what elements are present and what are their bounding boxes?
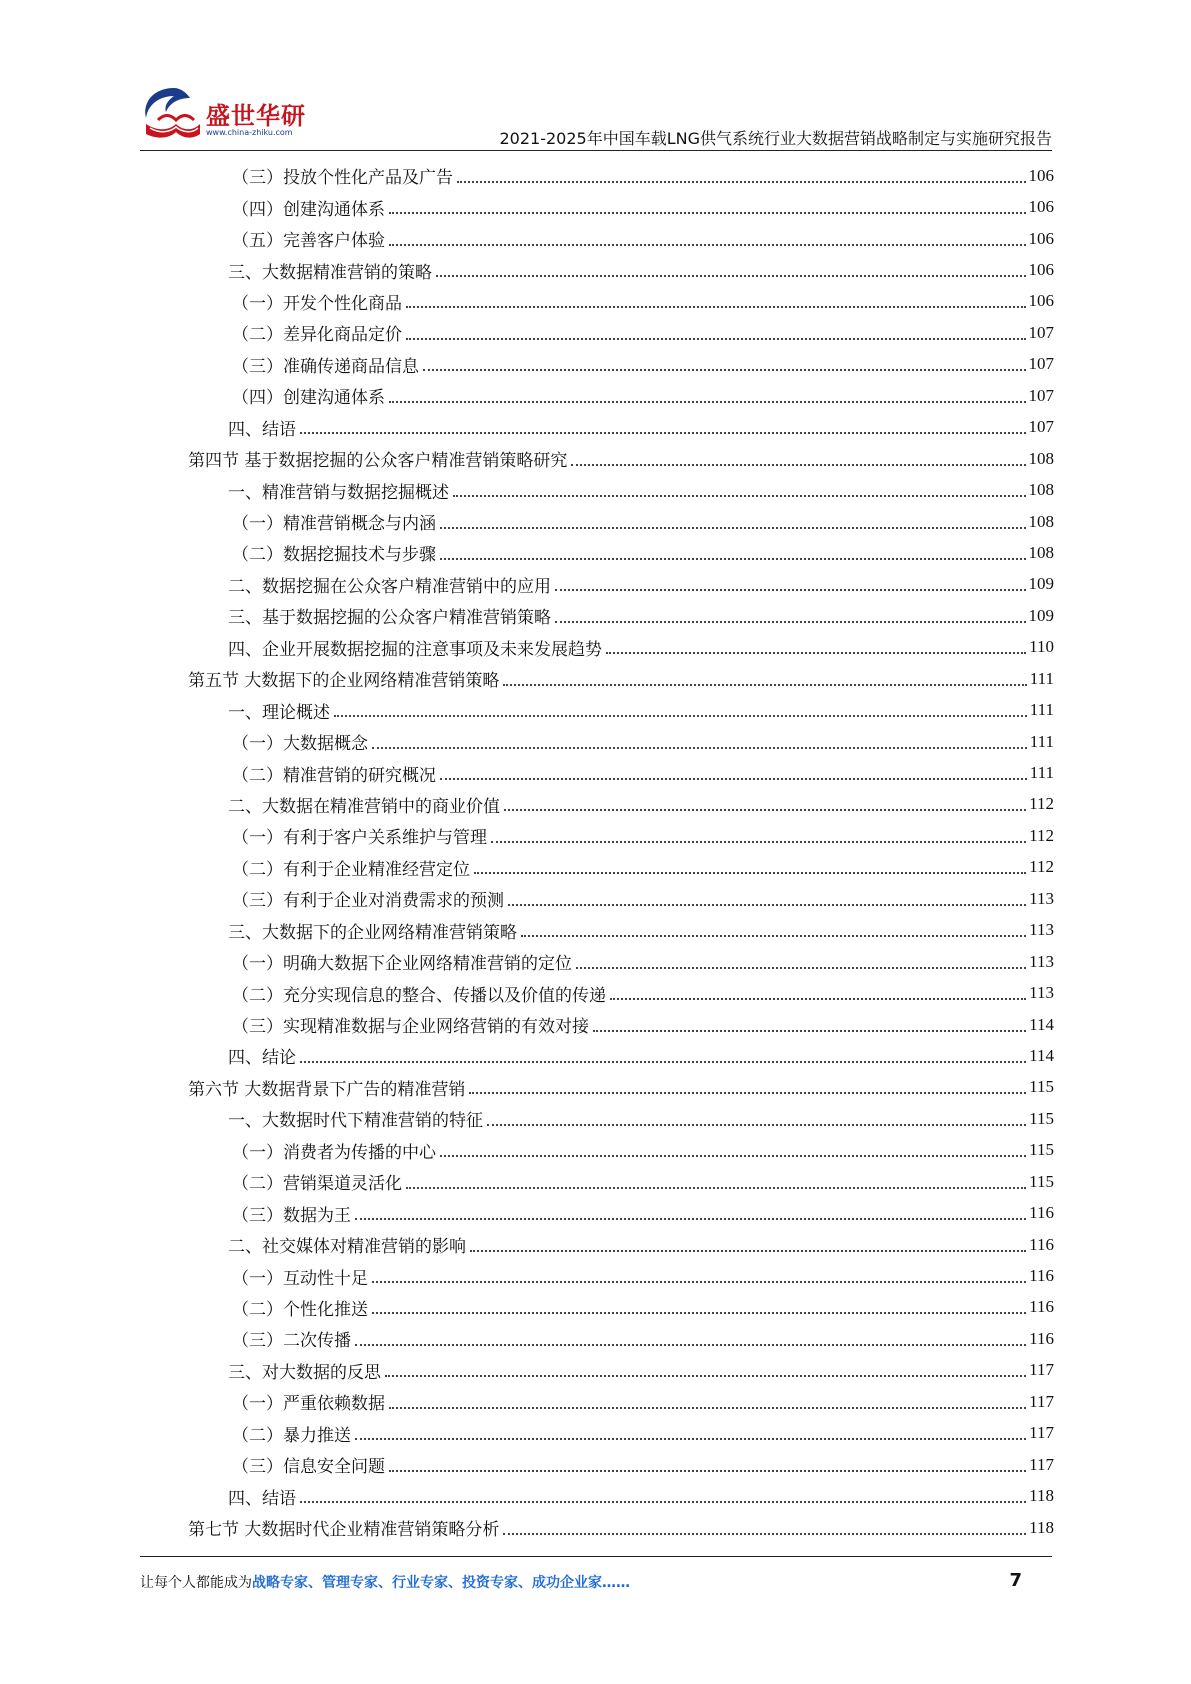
- toc-entry-page: 113: [1029, 888, 1054, 908]
- footer-slogan-highlight: 战略专家、管理专家、行业专家、投资专家、成功企业家……: [252, 1575, 630, 1591]
- toc-entry[interactable]: [188, 726, 1054, 757]
- toc-leader-dots: [503, 1533, 1026, 1535]
- toc-leader-dots: [406, 338, 1026, 340]
- toc-entry[interactable]: [188, 1103, 1054, 1134]
- toc-entry-page: 118: [1029, 1486, 1054, 1506]
- toc-leader-dots: [487, 1124, 1026, 1126]
- toc-entry-page: 106: [1028, 260, 1054, 280]
- toc-entry[interactable]: [188, 883, 1054, 914]
- toc-leader-dots: [389, 212, 1026, 214]
- toc-leader-dots: [453, 495, 1026, 497]
- toc-leader-dots: [300, 432, 1026, 434]
- toc-entry-page: 108: [1028, 480, 1054, 500]
- toc-entry[interactable]: [188, 1418, 1054, 1449]
- toc-leader-dots: [503, 684, 1026, 686]
- toc-entry-label: （一）有利于客户关系维护与管理: [188, 823, 489, 848]
- toc-entry-page: 107: [1028, 385, 1054, 405]
- report-title: 2021-2025年中国车载LNG供气系统行业大数据营销战略制定与实施研究报告: [499, 129, 1052, 148]
- toc-leader-dots: [423, 369, 1026, 371]
- toc-entry-label: 三、对大数据的反思: [188, 1358, 383, 1383]
- toc-leader-dots: [300, 1061, 1026, 1063]
- toc-entry[interactable]: [188, 632, 1054, 663]
- toc-entry-label: 二、大数据在精准营销中的商业价值: [188, 792, 502, 817]
- toc-leader-dots: [610, 998, 1026, 1000]
- toc-entry-label: （一）消费者为传播的中心: [188, 1138, 438, 1163]
- toc-entry-label: （二）精准营销的研究概况: [188, 761, 438, 786]
- toc-entry-page: 108: [1028, 448, 1054, 468]
- toc-entry-label: 四、结论: [188, 1043, 298, 1068]
- toc-entry[interactable]: [188, 160, 1054, 191]
- toc-entry-page: 117: [1029, 1360, 1054, 1380]
- toc-entry-label: （一）严重依赖数据: [188, 1389, 387, 1414]
- toc-entry-page: 107: [1028, 354, 1054, 374]
- toc-leader-dots: [491, 841, 1026, 843]
- toc-entry[interactable]: [188, 1229, 1054, 1260]
- toc-entry[interactable]: [188, 946, 1054, 977]
- toc-entry-page: 109: [1028, 574, 1054, 594]
- toc-entry[interactable]: [188, 317, 1054, 348]
- toc-leader-dots: [300, 1501, 1026, 1503]
- page-footer: [140, 1572, 1052, 1600]
- toc-leader-dots: [372, 1312, 1026, 1314]
- toc-leader-dots: [606, 652, 1026, 654]
- toc-leader-dots: [470, 1250, 1026, 1252]
- toc-entry-label: 第五节 大数据下的企业网络精准营销策略: [188, 666, 501, 691]
- toc-entry-label: 三、基于数据挖掘的公众客户精准营销策略: [188, 603, 553, 628]
- toc-entry-label: 三、大数据精准营销的策略: [188, 258, 434, 283]
- toc-entry-page: 108: [1028, 542, 1054, 562]
- toc-leader-dots: [436, 275, 1026, 277]
- toc-entry-label: （三）实现精准数据与企业网络营销的有效对接: [188, 1012, 591, 1037]
- toc-leader-dots: [555, 589, 1026, 591]
- toc-entry-label: （二）有利于企业精准经营定位: [188, 855, 472, 880]
- toc-entry-page: 118: [1029, 1517, 1054, 1537]
- toc-entry-page: 115: [1029, 1077, 1054, 1097]
- toc-entry-page: 112: [1029, 825, 1054, 845]
- toc-entry-label: （一）精准营销概念与内涵: [188, 509, 438, 534]
- toc-entry-label: （一）明确大数据下企业网络精准营销的定位: [188, 949, 574, 974]
- toc-entry[interactable]: [188, 1197, 1054, 1228]
- toc-entry-page: 116: [1029, 1328, 1054, 1348]
- toc-leader-dots: [406, 306, 1026, 308]
- footer-divider: [140, 1556, 1052, 1557]
- toc-entry-label: （二）数据挖掘技术与步骤: [188, 540, 438, 565]
- toc-entry-page: 111: [1029, 700, 1054, 720]
- toc-entry[interactable]: [188, 223, 1054, 254]
- toc-leader-dots: [576, 967, 1026, 969]
- toc-entry-label: 一、精准营销与数据挖掘概述: [188, 478, 451, 503]
- toc-leader-dots: [521, 935, 1026, 937]
- toc-entry-label: （二）个性化推送: [188, 1295, 370, 1320]
- toc-leader-dots: [469, 1092, 1026, 1094]
- toc-entry-label: （三）信息安全问题: [188, 1452, 387, 1477]
- toc-entry-page: 106: [1028, 165, 1054, 185]
- toc-entry-label: （三）投放个性化产品及广告: [188, 163, 455, 188]
- toc-entry-label: 四、结语: [188, 415, 298, 440]
- toc-entry[interactable]: [188, 1292, 1054, 1323]
- toc-entry[interactable]: [188, 380, 1054, 411]
- toc-entry-label: 一、理论概述: [188, 698, 332, 723]
- page-header: [140, 80, 1052, 152]
- toc-entry-page: 116: [1029, 1203, 1054, 1223]
- toc-entry-label: 第七节 大数据时代企业精准营销策略分析: [188, 1515, 501, 1540]
- toc-entry[interactable]: [188, 286, 1054, 317]
- toc-entry-page: 113: [1029, 920, 1054, 940]
- toc-entry-label: （一）互动性十足: [188, 1264, 370, 1289]
- toc-entry-page: 113: [1029, 951, 1054, 971]
- toc-leader-dots: [440, 558, 1026, 560]
- table-of-contents: [188, 160, 1054, 1543]
- toc-leader-dots: [440, 778, 1027, 780]
- company-logo: [140, 80, 330, 150]
- toc-entry-page: 113: [1029, 983, 1054, 1003]
- toc-entry-page: 111: [1029, 731, 1054, 751]
- toc-entry-label: （五）完善客户体验: [188, 226, 387, 251]
- toc-entry-label: （三）数据为王: [188, 1201, 353, 1226]
- toc-entry[interactable]: [188, 506, 1054, 537]
- toc-entry-label: （三）二次传播: [188, 1326, 353, 1351]
- logo-text: 盛世华研: [206, 102, 306, 130]
- toc-entry-page: 114: [1029, 1014, 1054, 1034]
- toc-entry[interactable]: [188, 852, 1054, 883]
- toc-entry-label: 第六节 大数据背景下广告的精准营销: [188, 1075, 467, 1100]
- toc-entry[interactable]: [188, 1166, 1054, 1197]
- toc-entry-label: （一）大数据概念: [188, 729, 370, 754]
- toc-entry[interactable]: [188, 915, 1054, 946]
- toc-entry-page: 108: [1028, 511, 1054, 531]
- toc-entry-label: 二、数据挖掘在公众客户精准营销中的应用: [188, 572, 553, 597]
- logo-emblem-icon: [140, 84, 204, 146]
- toc-entry-label: 四、结语: [188, 1484, 298, 1509]
- toc-entry-page: 106: [1028, 228, 1054, 248]
- toc-entry[interactable]: [188, 474, 1054, 505]
- toc-entry-label: 三、大数据下的企业网络精准营销策略: [188, 918, 519, 943]
- toc-entry[interactable]: [188, 600, 1054, 631]
- toc-entry-page: 117: [1029, 1454, 1054, 1474]
- toc-entry[interactable]: [188, 1323, 1054, 1354]
- toc-entry-page: 106: [1028, 291, 1054, 311]
- toc-entry[interactable]: [188, 1512, 1054, 1543]
- toc-entry-label: 第四节 基于数据挖掘的公众客户精准营销策略研究: [188, 446, 569, 471]
- toc-entry-page: 109: [1028, 605, 1054, 625]
- toc-entry[interactable]: [188, 443, 1054, 474]
- toc-leader-dots: [389, 1407, 1026, 1409]
- toc-entry[interactable]: [188, 569, 1054, 600]
- toc-leader-dots: [389, 401, 1026, 403]
- toc-entry-page: 116: [1029, 1234, 1054, 1254]
- toc-entry[interactable]: [188, 1480, 1054, 1511]
- toc-leader-dots: [389, 244, 1026, 246]
- toc-leader-dots: [571, 464, 1025, 466]
- toc-entry[interactable]: [188, 694, 1054, 725]
- toc-entry-page: 107: [1028, 322, 1054, 342]
- toc-entry-label: （四）创建沟通体系: [188, 383, 387, 408]
- toc-entry[interactable]: [188, 349, 1054, 380]
- toc-entry-page: 115: [1029, 1140, 1054, 1160]
- toc-entry-page: 106: [1028, 197, 1054, 217]
- toc-entry[interactable]: [188, 1355, 1054, 1386]
- toc-entry-label: （二）暴力推送: [188, 1421, 353, 1446]
- toc-leader-dots: [555, 621, 1026, 623]
- toc-entry[interactable]: [188, 820, 1054, 851]
- toc-entry-label: （四）创建沟通体系: [188, 195, 387, 220]
- toc-leader-dots: [508, 904, 1026, 906]
- toc-entry[interactable]: [188, 1009, 1054, 1040]
- toc-entry-page: 111: [1029, 668, 1054, 688]
- toc-leader-dots: [593, 1030, 1026, 1032]
- toc-entry-page: 112: [1029, 794, 1054, 814]
- toc-entry-page: 110: [1029, 637, 1054, 657]
- toc-entry[interactable]: [188, 757, 1054, 788]
- toc-leader-dots: [372, 747, 1027, 749]
- toc-leader-dots: [385, 1375, 1026, 1377]
- toc-entry-page: 112: [1029, 857, 1054, 877]
- toc-entry-label: （三）有利于企业对消费需求的预测: [188, 886, 506, 911]
- logo-url: www.china-zhiku.com: [206, 128, 293, 137]
- toc-leader-dots: [504, 809, 1026, 811]
- toc-entry-page: 115: [1029, 1171, 1054, 1191]
- toc-entry-page: 117: [1029, 1423, 1054, 1443]
- toc-entry-page: 117: [1029, 1391, 1054, 1411]
- toc-entry[interactable]: [188, 789, 1054, 820]
- toc-leader-dots: [372, 1281, 1026, 1283]
- toc-leader-dots: [355, 1438, 1026, 1440]
- header-divider: [140, 150, 1052, 151]
- toc-leader-dots: [440, 1155, 1026, 1157]
- toc-entry[interactable]: [188, 1040, 1054, 1071]
- toc-entry-label: （二）充分实现信息的整合、传播以及价值的传递: [188, 981, 608, 1006]
- toc-leader-dots: [474, 872, 1026, 874]
- toc-leader-dots: [355, 1218, 1026, 1220]
- toc-entry-page: 116: [1029, 1297, 1054, 1317]
- toc-entry-label: （一）开发个性化商品: [188, 289, 404, 314]
- toc-leader-dots: [406, 1187, 1026, 1189]
- toc-entry-page: 116: [1029, 1266, 1054, 1286]
- toc-entry-page: 107: [1028, 417, 1054, 437]
- toc-leader-dots: [457, 181, 1026, 183]
- toc-entry[interactable]: [188, 412, 1054, 443]
- toc-entry[interactable]: [188, 977, 1054, 1008]
- toc-entry-label: （二）差异化商品定价: [188, 320, 404, 345]
- toc-entry-label: 四、企业开展数据挖掘的注意事项及未来发展趋势: [188, 635, 604, 660]
- toc-entry-page: 115: [1029, 1108, 1054, 1128]
- toc-entry[interactable]: [188, 1072, 1054, 1103]
- toc-leader-dots: [440, 527, 1026, 529]
- toc-entry[interactable]: [188, 537, 1054, 568]
- toc-entry[interactable]: [188, 1449, 1054, 1480]
- toc-entry-page: 114: [1029, 1045, 1054, 1065]
- toc-entry[interactable]: [188, 1260, 1054, 1291]
- toc-entry-label: 一、大数据时代下精准营销的特征: [188, 1106, 485, 1131]
- toc-leader-dots: [334, 715, 1027, 717]
- toc-entry[interactable]: [188, 663, 1054, 694]
- toc-leader-dots: [355, 1344, 1026, 1346]
- toc-entry-label: （三）准确传递商品信息: [188, 352, 421, 377]
- page-number: 7: [1009, 1570, 1022, 1591]
- toc-entry[interactable]: [188, 191, 1054, 222]
- toc-entry-label: 二、社交媒体对精准营销的影响: [188, 1232, 468, 1257]
- toc-entry-page: 111: [1029, 763, 1054, 783]
- toc-leader-dots: [389, 1470, 1026, 1472]
- toc-entry[interactable]: [188, 1135, 1054, 1166]
- toc-entry[interactable]: [188, 1386, 1054, 1417]
- toc-entry[interactable]: [188, 254, 1054, 285]
- toc-entry-label: （二）营销渠道灵活化: [188, 1169, 404, 1194]
- footer-slogan-prefix: 让每个人都能成为: [140, 1575, 252, 1591]
